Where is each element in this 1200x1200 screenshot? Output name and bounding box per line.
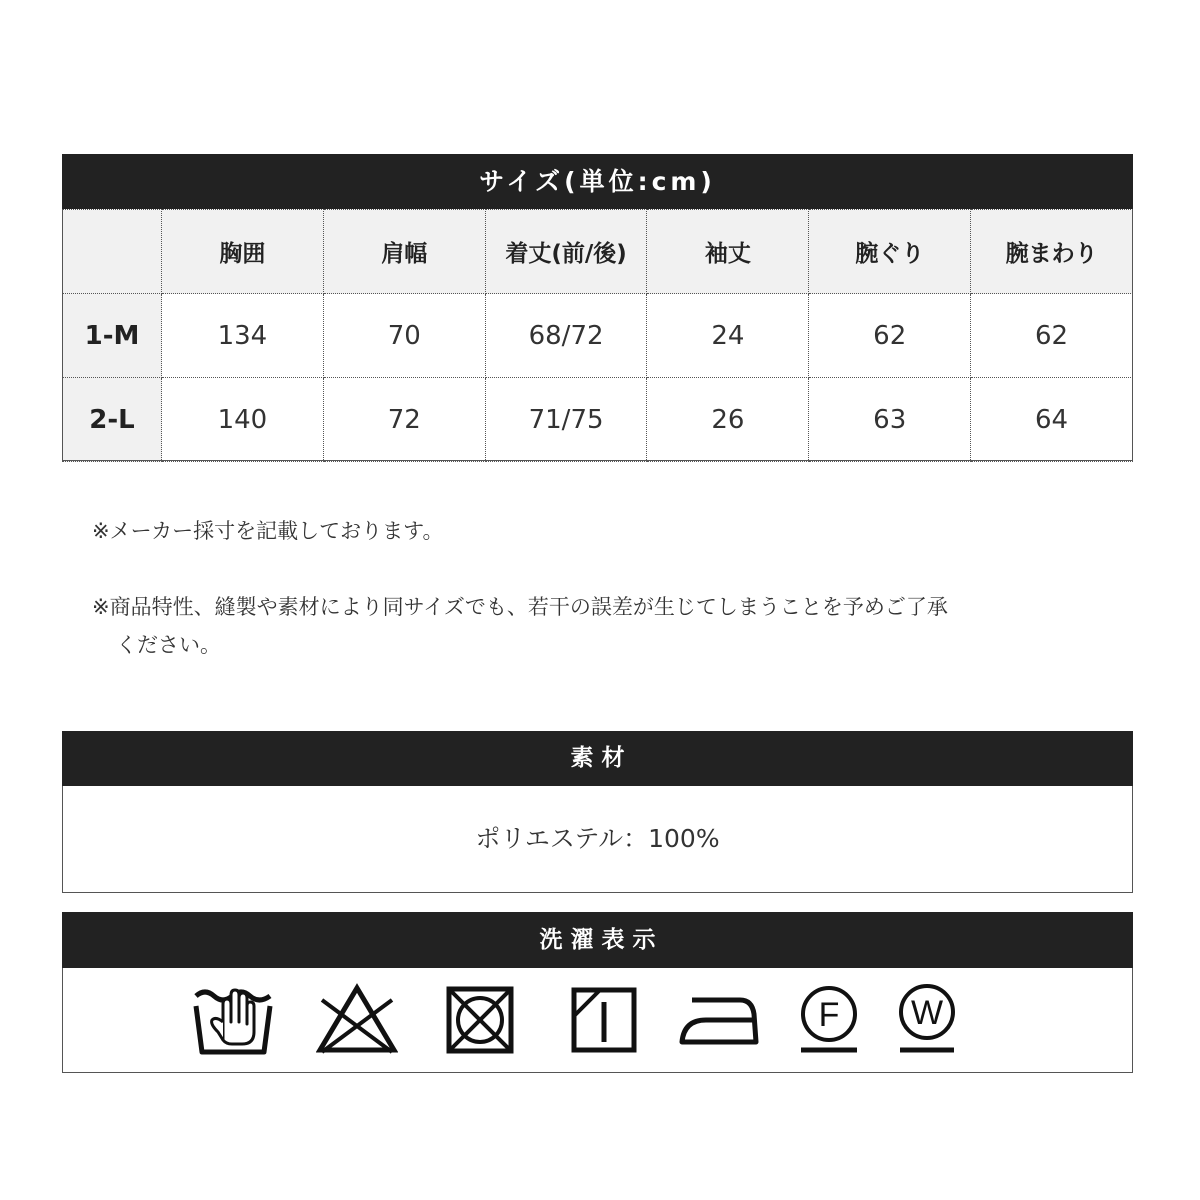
material-section-title: 素 材	[570, 745, 625, 771]
header-cell-empty	[63, 210, 162, 294]
no-bleach-icon	[316, 982, 398, 1056]
no-tumble-dry-icon	[444, 984, 516, 1056]
table-cell: 71/75	[485, 378, 647, 462]
size-section-header	[62, 154, 1133, 209]
wet-clean-w-icon	[896, 980, 958, 1056]
material-section-header	[62, 731, 1133, 786]
table-cell: 63	[809, 378, 971, 462]
header-cell-chest: 胸囲	[162, 210, 324, 294]
material-text: ポリエステル：100%	[475, 824, 720, 853]
header-cell-armhole: 腕ぐり	[809, 210, 971, 294]
iron-low-icon	[678, 990, 762, 1050]
table-cell: 134	[162, 294, 324, 378]
table-cell: 140	[162, 378, 324, 462]
dry-clean-letter: F	[818, 996, 840, 1034]
header-cell-length: 着丈(前/後)	[485, 210, 647, 294]
line-dry-shade-icon	[570, 986, 638, 1054]
row-label: 1-M	[63, 294, 162, 378]
table-row	[63, 294, 1133, 378]
header-cell-arm-circumference: 腕まわり	[971, 210, 1133, 294]
care-section-header	[62, 912, 1133, 968]
size-table-header-row	[63, 210, 1133, 294]
table-row	[63, 378, 1133, 462]
row-label: 2-L	[63, 378, 162, 462]
header-cell-sleeve: 袖丈	[647, 210, 809, 294]
table-cell: 62	[809, 294, 971, 378]
table-cell: 24	[647, 294, 809, 378]
size-table	[62, 209, 1133, 462]
hand-wash-icon	[192, 982, 274, 1056]
size-section-title: サイズ(単位:cm)	[479, 167, 716, 196]
table-cell: 72	[323, 378, 485, 462]
note-disclaimer: ※商品特性、縫製や素材により同サイズでも、若干の誤差が生じてしまうことを予めご了承	[92, 595, 948, 619]
table-cell: 62	[971, 294, 1133, 378]
table-cell: 64	[971, 378, 1133, 462]
table-cell: 26	[647, 378, 809, 462]
note-disclaimer-continued: ください。	[116, 633, 221, 657]
table-cell: 68/72	[485, 294, 647, 378]
material-box	[62, 786, 1133, 893]
care-section-title: 洗 濯 表 示	[539, 927, 656, 953]
dry-clean-f-icon	[798, 984, 860, 1056]
note-measurement: ※メーカー採寸を記載しております。	[92, 519, 444, 543]
table-cell: 70	[323, 294, 485, 378]
header-cell-shoulder: 肩幅	[323, 210, 485, 294]
wet-clean-letter: W	[910, 994, 944, 1032]
